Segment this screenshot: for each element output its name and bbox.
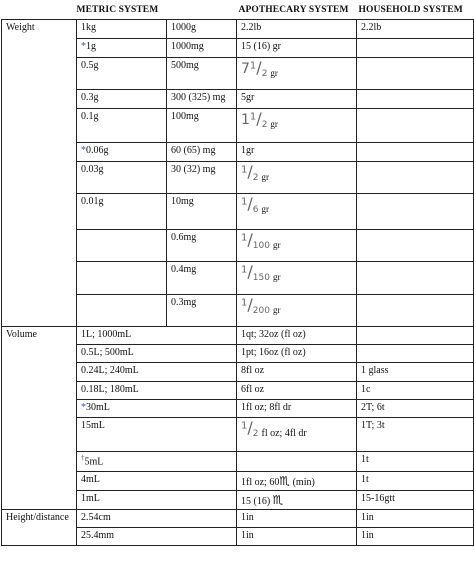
household-value	[357, 262, 474, 295]
metric-equivalent: 500mg	[167, 58, 237, 90]
apothecary-value: 15 (16) ♏	[237, 491, 357, 510]
metric-value: 0.3g	[77, 90, 167, 109]
apothecary-value: 1in	[237, 510, 357, 528]
apothecary-value	[237, 452, 357, 472]
apothecary-value	[237, 58, 357, 90]
household-value: 1T; 3t	[357, 418, 474, 452]
metric-equivalent: 0.3mg	[167, 295, 237, 327]
apothecary-value: 1gr	[237, 143, 357, 162]
fraction: 1/150 gr	[241, 262, 281, 283]
household-value: 2.2lb	[357, 20, 474, 39]
household-value	[357, 345, 474, 363]
asterisk-marker: *	[81, 402, 86, 413]
minim-icon: ♏	[272, 493, 284, 507]
metric-value: *0.06g	[77, 143, 167, 162]
fraction: 11/2 gr	[241, 109, 278, 130]
fraction: 71/2 gr	[241, 58, 278, 79]
asterisk-marker: *	[81, 145, 86, 156]
household-value: 2T; 6t	[357, 400, 474, 418]
header-row	[2, 0, 474, 20]
metric-equivalent: 0.6mg	[167, 230, 237, 262]
section-label-height: Height/distance	[2, 510, 77, 546]
household-value: 1in	[357, 510, 474, 528]
apothecary-value	[237, 109, 357, 143]
metric-value	[77, 262, 167, 295]
section-label-weight: Weight	[2, 20, 77, 327]
apothecary-value: 15 (16) gr	[237, 39, 357, 58]
apothecary-value: 1pt; 16oz (fl oz)	[237, 345, 357, 363]
header-household: HOUSEHOLD SYSTEM	[358, 4, 463, 15]
table-row	[2, 510, 474, 528]
apothecary-value: 1qt; 32oz (fl oz)	[237, 327, 357, 345]
metric-value: †5mL	[77, 452, 237, 472]
apothecary-value: 1in	[237, 528, 357, 546]
fraction: 1/6 gr	[241, 194, 269, 215]
apothecary-value: 2.2lb	[237, 20, 357, 39]
household-value	[357, 327, 474, 345]
household-value	[357, 295, 474, 327]
metric-equivalent: 1000g	[167, 20, 237, 39]
metric-value: 4mL	[77, 472, 237, 491]
minim-icon: ♏	[279, 474, 291, 488]
table-row	[2, 327, 474, 345]
metric-equivalent: 10mg	[167, 194, 237, 230]
household-value: 1c	[357, 382, 474, 400]
dagger-marker: †	[81, 454, 85, 462]
apothecary-value: 1fl oz; 8fl dr	[237, 400, 357, 418]
metric-value: 15mL	[77, 418, 237, 452]
metric-equivalent: 300 (325) mg	[167, 90, 237, 109]
metric-equivalent: 30 (32) mg	[167, 162, 237, 194]
apothecary-value: 8fl oz	[237, 363, 357, 382]
household-value	[357, 90, 474, 109]
header-apothecary: APOTHECARY SYSTEM	[238, 4, 349, 15]
household-value: 1 glass	[357, 363, 474, 382]
metric-value: 0.01g	[77, 194, 167, 230]
metric-value: 25.4mm	[77, 528, 237, 546]
fraction: 1/2 fl oz; 4fl dr	[241, 418, 307, 439]
metric-value: 0.18L; 180mL	[77, 382, 237, 400]
fraction: 1/100 gr	[241, 230, 281, 251]
apothecary-value	[237, 194, 357, 230]
apothecary-value	[237, 295, 357, 327]
metric-equivalent: 0.4mg	[167, 262, 237, 295]
household-value	[357, 162, 474, 194]
apothecary-value: 1fl oz; 60♏ (min)	[237, 472, 357, 491]
table-row	[2, 20, 474, 39]
metric-value: *30mL	[77, 400, 237, 418]
fraction: 1/200 gr	[241, 295, 281, 316]
apothecary-value: 6fl oz	[237, 382, 357, 400]
household-value	[357, 109, 474, 143]
metric-value: 1mL	[77, 491, 237, 510]
conversion-table	[1, 0, 474, 546]
fraction: 1/2 gr	[241, 162, 269, 183]
apothecary-value	[237, 262, 357, 295]
section-label-volume: Volume	[2, 327, 77, 510]
household-value: 15-16gtt	[357, 491, 474, 510]
household-value: 1in	[357, 528, 474, 546]
metric-value: 0.5L; 500mL	[77, 345, 237, 363]
metric-equivalent: 100mg	[167, 109, 237, 143]
metric-value: 2.54cm	[77, 510, 237, 528]
metric-value	[77, 295, 167, 327]
apothecary-value: 5gr	[237, 90, 357, 109]
apothecary-value	[237, 230, 357, 262]
metric-value: 0.1g	[77, 109, 167, 143]
metric-value: 1L; 1000mL	[77, 327, 237, 345]
household-value	[357, 58, 474, 90]
apothecary-value	[237, 162, 357, 194]
metric-value: 0.5g	[77, 58, 167, 90]
metric-value: 1kg	[77, 20, 167, 39]
household-value	[357, 143, 474, 162]
metric-value: 0.24L; 240mL	[77, 363, 237, 382]
header-metric: METRIC SYSTEM	[76, 4, 159, 15]
apothecary-value	[237, 418, 357, 452]
household-value: 1t	[357, 452, 474, 472]
metric-value	[77, 230, 167, 262]
household-value: 1t	[357, 472, 474, 491]
metric-equivalent: 1000mg	[167, 39, 237, 58]
asterisk-marker: *	[81, 41, 86, 52]
metric-equivalent: 60 (65) mg	[167, 143, 237, 162]
household-value	[357, 39, 474, 58]
household-value	[357, 194, 474, 230]
metric-value: *1g	[77, 39, 167, 58]
household-value	[357, 230, 474, 262]
metric-value: 0.03g	[77, 162, 167, 194]
